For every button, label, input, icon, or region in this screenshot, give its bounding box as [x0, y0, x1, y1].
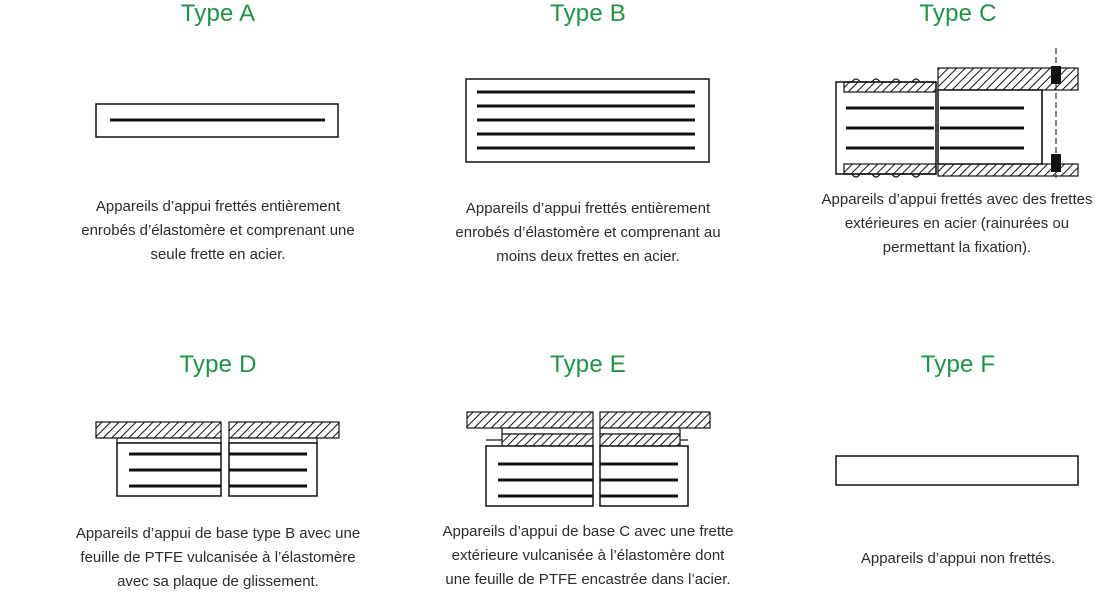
description-line: feuille de PTFE vulcanisée à l’élastomère: [80, 549, 356, 566]
external-steel-plate: [600, 434, 680, 446]
description-line: Appareils d’appui de base type B avec une: [75, 525, 361, 542]
type-e-description: [404, 520, 772, 592]
description-line: une feuille de PTFE encastrée dans l’acier.: [445, 571, 731, 588]
description-line: seule frette en acier.: [150, 246, 286, 263]
ptfe-sheet: [600, 428, 680, 434]
sliding-plate: [229, 422, 339, 438]
type-f-bearing-drawing: [835, 455, 1080, 487]
sliding-plate: [96, 422, 221, 438]
sliding-plate: [600, 412, 710, 428]
description-line: permettant la fixation).: [882, 239, 1032, 256]
description-line: enrobés d’élastomère et comprenant une: [81, 222, 355, 239]
grooved-top-plate: [844, 79, 936, 92]
type-b-description: [408, 197, 768, 269]
type-a-description: [38, 195, 398, 267]
description-line: extérieures en acier (rainurées ou: [844, 215, 1070, 232]
type-e-title: Type E: [550, 351, 626, 378]
type-c-bearing-drawing: [834, 46, 1082, 180]
external-steel-plate: [502, 434, 593, 446]
description-line: extérieure vulcanisée à l’élastomère dont: [451, 547, 725, 564]
type-a-title: Type A: [180, 0, 256, 27]
fixing-bolt: [1051, 154, 1061, 172]
type-f-title: Type F: [920, 351, 996, 378]
type-c-title: Type C: [919, 0, 997, 27]
type-f-description: [778, 547, 1120, 571]
description-line: Appareils d’appui frettés avec des frettes: [821, 191, 1093, 208]
grooved-bottom-plate: [844, 164, 936, 177]
description-line: Appareils d’appui frettés entièrement: [465, 200, 711, 217]
ptfe-sheet: [502, 428, 593, 434]
type-c-description: [776, 188, 1120, 260]
sliding-plate: [467, 412, 593, 428]
description-line: Appareils d’appui frettés entièrement: [95, 198, 341, 215]
fixing-bolt: [1051, 66, 1061, 84]
type-d-title: Type D: [179, 351, 257, 378]
type-e-bearing-drawing: [466, 410, 712, 508]
description-line: enrobés d’élastomère et comprenant au: [455, 224, 721, 241]
type-b-bearing-drawing: [465, 78, 711, 164]
type-b-title: Type B: [550, 0, 626, 27]
description-line: moins deux frettes en acier.: [496, 248, 680, 265]
description-line: Appareils d’appui non frettés.: [860, 550, 1056, 567]
type-d-description: [38, 522, 398, 594]
type-a-bearing-drawing: [95, 103, 340, 139]
description-line: avec sa plaque de glissement.: [117, 573, 319, 590]
type-d-bearing-drawing: [95, 420, 341, 498]
elastomer-block: [836, 456, 1078, 485]
description-line: Appareils d’appui de base C avec une frette: [442, 523, 734, 540]
